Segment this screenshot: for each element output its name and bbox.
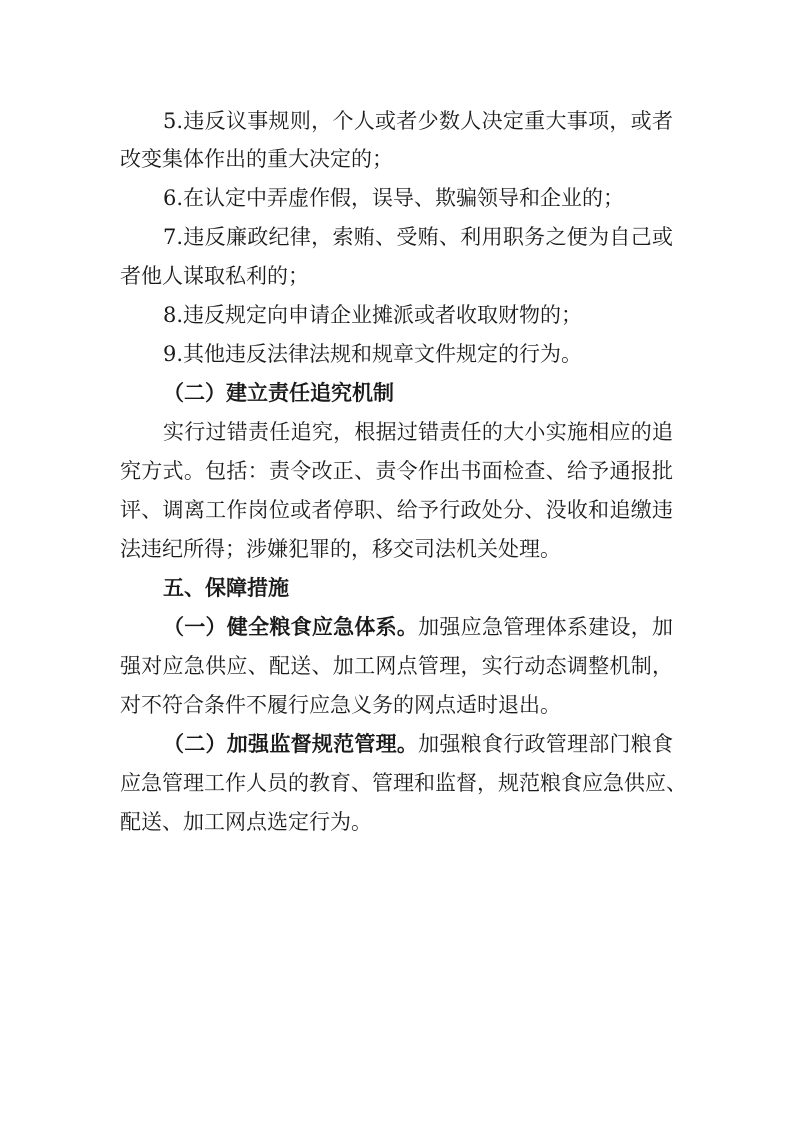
paragraph-accountability-line-3: 评、调离工作岗位或者停职、给予行政处分、没收和追缴违 (120, 498, 673, 522)
paragraph-accountability-line-2: 究方式。包括：责令改正、责令作出书面检查、给予通报批 (120, 459, 673, 483)
paragraph-emergency-system-line-2: 强对应急供应、配送、加工网点管理，实行动态调整机制， (120, 654, 673, 678)
paragraph-supervision-line-1 (0, 726, 793, 762)
section-heading-safeguards: 五、保障措施 (163, 576, 289, 600)
paragraph-supervision-line-3: 配送、加工网点选定行为。 (120, 810, 372, 834)
supervision-prefix: （二） (163, 731, 227, 756)
paragraph-accountability-line-1: 实行过错责任追究，根据过错责任的大小实施相应的追 (163, 420, 673, 444)
paragraph-emergency-system-line-1 (0, 609, 793, 645)
paragraph-item-8: 8.违反规定向申请企业摊派或者收取财物的； (163, 303, 583, 327)
supervision-text: 加强粮食行政管理部门粮食 (418, 732, 674, 756)
paragraph-emergency-system-line-3: 对不符合条件不履行应急义务的网点适时退出。 (120, 693, 561, 717)
emergency-system-text: 加强应急管理体系建设，加 (418, 615, 674, 639)
paragraph-item-5-line-1: 5.违反议事规则，个人或者少数人决定重大事项，或者 (163, 109, 673, 133)
supervision-title: 加强监督规范管理。 (226, 731, 419, 756)
paragraph-item-7-line-1: 7.违反廉政纪律，索贿、受贿、利用职务之便为自己或 (163, 225, 673, 249)
paragraph-item-7-line-2: 者他人谋取私利的； (120, 264, 309, 288)
paragraph-item-6: 6.在认定中弄虚作假，误导、欺骗领导和企业的； (163, 186, 625, 210)
paragraph-item-9: 9.其他违反法律法规和规章文件规定的行为。 (163, 342, 583, 366)
emergency-system-title: 健全粮食应急体系。 (226, 614, 419, 639)
paragraph-accountability-line-4: 法违纪所得；涉嫌犯罪的，移交司法机关处理。 (120, 537, 561, 561)
subheading-accountability: （二）建立责任追究机制 (163, 380, 394, 405)
paragraph-supervision-line-2: 应急管理工作人员的教育、管理和监督，规范粮食应急供应、 (120, 771, 687, 795)
emergency-system-prefix: （一） (163, 614, 227, 639)
paragraph-item-5-line-2: 改变集体作出的重大决定的； (120, 147, 393, 171)
